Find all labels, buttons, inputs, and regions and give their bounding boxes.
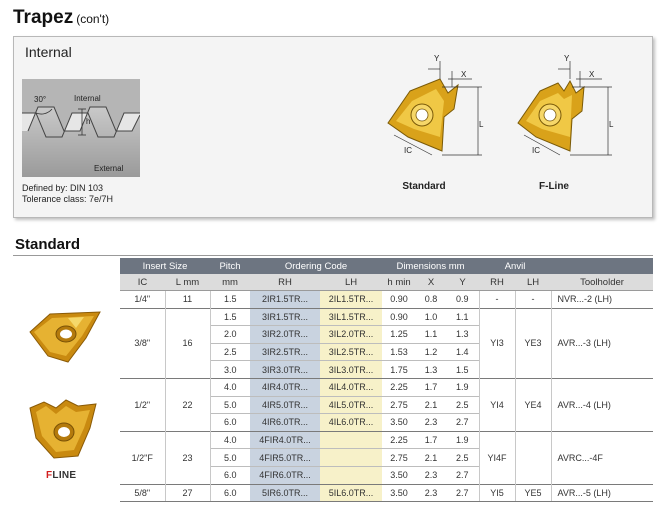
header-insert-size: Insert Size bbox=[120, 258, 210, 274]
table-row: 6.0 4FIR6.0TR... 3.50 2.3 2.7 bbox=[120, 466, 653, 484]
col-y: Y bbox=[446, 274, 479, 291]
section-divider bbox=[13, 255, 653, 256]
col-anvil-rh: RH bbox=[479, 274, 515, 291]
svg-text:Y: Y bbox=[434, 54, 440, 63]
col-x: X bbox=[416, 274, 446, 291]
svg-text:L: L bbox=[609, 120, 614, 129]
svg-text:X: X bbox=[461, 70, 467, 79]
table-row: 1/4" 11 1.5 2IR1.5TR... 2IL1.5TR... 0.90 0.8 0.9 - - NVR...-2 (LH) bbox=[120, 291, 653, 309]
table-row: 1/2"F 23 4.0 4FIR4.0TR... 2.25 1.7 1.9 YI4F AVRC...-4F bbox=[120, 431, 653, 449]
defined-by-text: Defined by: DIN 103 bbox=[22, 183, 104, 193]
fline-insert-image bbox=[26, 398, 100, 462]
header-blank bbox=[551, 258, 653, 274]
table-row: 5.0 4FIR5.0TR... 2.75 2.1 2.5 bbox=[120, 449, 653, 467]
thread-profile-diagram bbox=[22, 79, 140, 177]
page-title: Trapez (con't) bbox=[13, 7, 110, 28]
col-l: L mm bbox=[165, 274, 210, 291]
standard-insert-image bbox=[28, 308, 104, 366]
tolerance-class-text: Tolerance class: 7e/7H bbox=[22, 194, 114, 204]
svg-text:h: h bbox=[86, 117, 91, 126]
table-row: 3/8" 16 1.5 3IR1.5TR... 3IL1.5TR... 0.90 1.0 1.1 YI3 YE3 AVR...-3 (LH) bbox=[120, 308, 653, 326]
col-ic: IC bbox=[120, 274, 165, 291]
col-anvil-lh: LH bbox=[515, 274, 551, 291]
table-row: 1/2" 22 4.0 4IR4.0TR... 4IL4.0TR... 2.25 1.7 1.9 YI4 YE4 AVR...-4 (LH) bbox=[120, 378, 653, 396]
table-row: 3.0 3IR3.0TR... 3IL3.0TR... 1.75 1.3 1.5 bbox=[120, 361, 653, 379]
fline-insert-diagram bbox=[512, 51, 622, 177]
svg-text:X: X bbox=[589, 70, 595, 79]
table-row: 5/8" 27 6.0 5IR6.0TR... 5IL6.0TR... 3.50 2.3 2.7 YI5 YE5 AVR...-5 (LH) bbox=[120, 484, 653, 502]
table-row: 5.0 4IR5.0TR... 4IL5.0TR... 2.75 2.1 2.5 bbox=[120, 396, 653, 414]
col-toolholder: Toolholder bbox=[551, 274, 653, 291]
table-row: 6.0 4IR6.0TR... 4IL6.0TR... 3.50 2.3 2.7 bbox=[120, 414, 653, 432]
panel-title: Internal bbox=[25, 44, 72, 60]
table-row: 2.5 3IR2.5TR... 3IL2.5TR... 1.53 1.2 1.4 bbox=[120, 343, 653, 361]
svg-text:L: L bbox=[479, 120, 484, 129]
standard-insert-label: Standard bbox=[402, 181, 446, 192]
col-rh: RH bbox=[250, 274, 320, 291]
header-ordering-code: Ordering Code bbox=[250, 258, 382, 274]
header-pitch: Pitch bbox=[210, 258, 250, 274]
header-anvil: Anvil bbox=[479, 258, 551, 274]
svg-text:30°: 30° bbox=[34, 95, 47, 104]
section-title: Standard bbox=[15, 236, 81, 253]
svg-text:Internal: Internal bbox=[74, 94, 101, 103]
standard-insert-diagram bbox=[382, 51, 492, 177]
fline-insert-label: F-Line bbox=[539, 181, 569, 192]
table-row: 2.0 3IR2.0TR... 3IL2.0TR... 1.25 1.1 1.3 bbox=[120, 326, 653, 344]
svg-text:IC: IC bbox=[404, 146, 412, 155]
header-dimensions: Dimensions mm bbox=[382, 258, 479, 274]
svg-text:Y: Y bbox=[564, 54, 570, 63]
col-pitch-mm: mm bbox=[210, 274, 250, 291]
col-h-min: h min bbox=[382, 274, 416, 291]
svg-text:External: External bbox=[94, 164, 124, 173]
svg-text:IC: IC bbox=[532, 146, 540, 155]
internal-panel bbox=[13, 36, 653, 218]
fline-logo: FLINE bbox=[46, 470, 77, 481]
col-lh: LH bbox=[320, 274, 382, 291]
standard-spec-table bbox=[120, 258, 653, 502]
